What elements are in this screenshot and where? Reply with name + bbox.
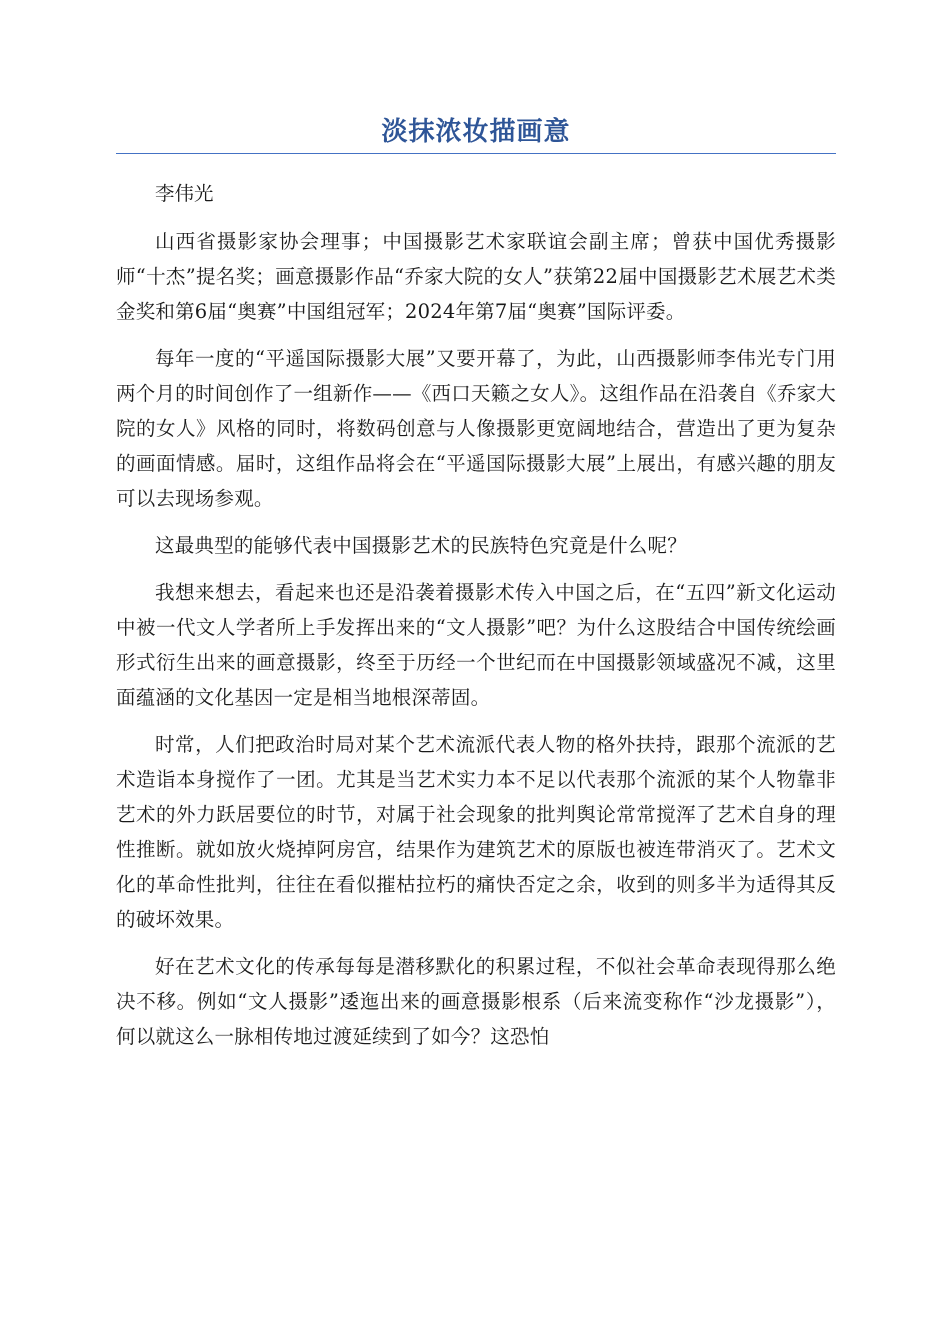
paragraph-literati-photography: 我想来想去，看起来也还是沿袭着摄影术传入中国之后，在“五四”新文化运动中被一代文人学者所上手发挥出来的“文人摄影”吧？为什么这股结合中国传统绘画形式衍生出来的画意摄影，终至于历经一个世纪而在中国摄影领域盛况不减，这里面蕴涵的文化基因一定是相当地根深蒂固。 bbox=[116, 581, 836, 709]
paragraph-exhibition: 每年一度的“平遥国际摄影大展”又要开幕了，为此，山西摄影师李伟光专门用两个月的时间创作了一组新作——《西口天籁之女人》。这组作品在沿袭自《乔家大院的女人》风格的同时，将数码创意与人像摄影更宽阔地结合，营造出了更为复杂的画面情感。届时，这组作品将会在“平遥国际摄影大展”上展出，有感兴趣的朋友可以去现场参观。 bbox=[116, 347, 836, 510]
document-title: 淡抹浓妆描画意 bbox=[381, 117, 571, 147]
author-name: 李伟光 bbox=[155, 182, 214, 205]
title-underline bbox=[116, 153, 836, 154]
paragraph-art-inheritance: 好在艺术文化的传承每每是潜移默化的积累过程，不似社会革命表现得那么绝决不移。例如“文人摄影”逶迤出来的画意摄影根系（后来流变称作“沙龙摄影”），何以就这么一脉相传地过渡延续到了如今？这恐怕 bbox=[116, 955, 836, 1048]
document-page bbox=[116, 112, 836, 1054]
paragraph-author-bio: 山西省摄影家协会理事；中国摄影艺术家联谊会副主席；曾获中国优秀摄影师“十杰”提名奖；画意摄影作品“乔家大院的女人”获第22届中国摄影艺术展艺术类金奖和第6届“奥赛”中国组冠军；2024年第7届“奥赛”国际评委。 bbox=[116, 230, 836, 323]
paragraph-question: 这最典型的能够代表中国摄影艺术的民族特色究竟是什么呢？ bbox=[155, 534, 687, 557]
paragraph-art-criticism: 时常，人们把政治时局对某个艺术流派代表人物的格外扶持，跟那个流派的艺术造诣本身搅作了一团。尤其是当艺术实力本不足以代表那个流派的某个人物靠非艺术的外力跃居要位的时节，对属于社会现象的批判舆论常常搅浑了艺术自身的理性推断。就如放火烧掉阿房宫，结果作为建筑艺术的原版也被连带消灭了。艺术文化的革命性批判，往往在看似摧枯拉朽的痛快否定之余，收到的则多半为适得其反的破坏效果。 bbox=[116, 733, 836, 931]
